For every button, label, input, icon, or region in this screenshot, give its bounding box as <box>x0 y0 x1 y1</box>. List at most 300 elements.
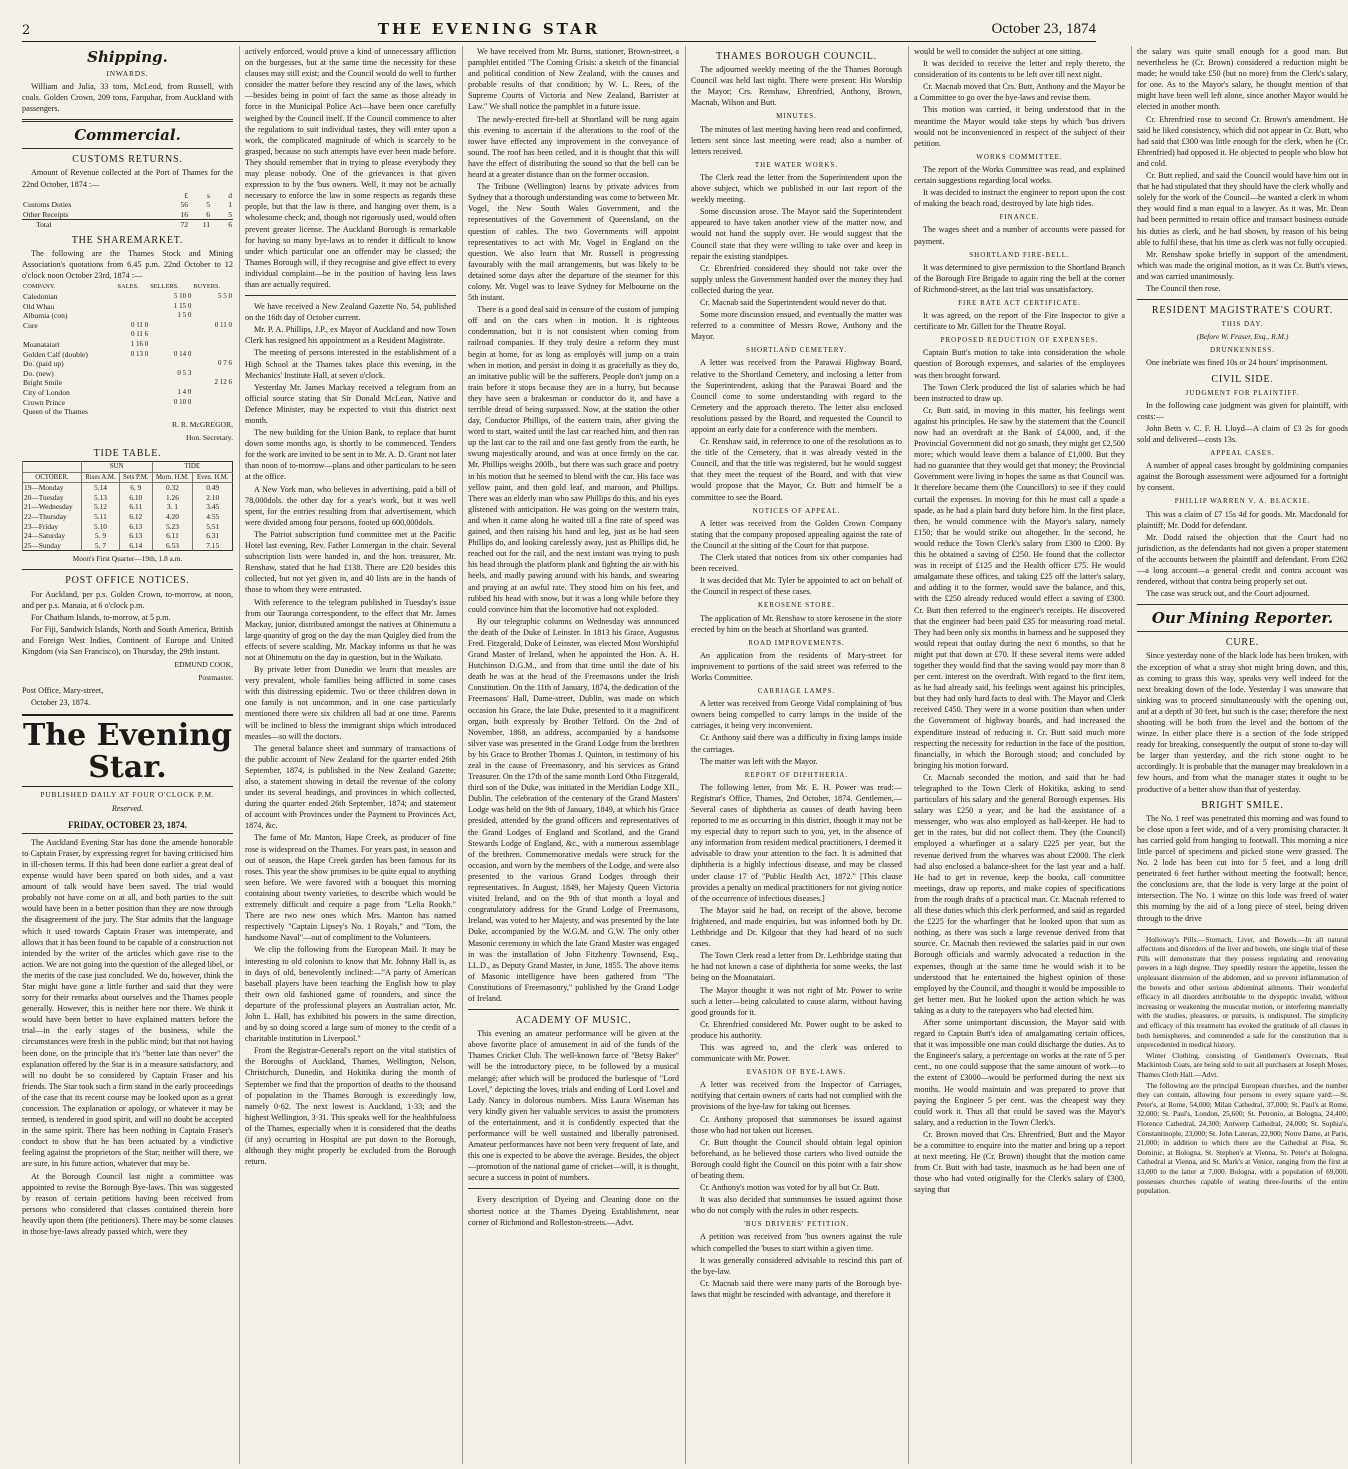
cell: 24—Saturday <box>23 531 82 541</box>
table-row <box>23 531 233 541</box>
column-1 <box>22 46 233 1464</box>
advertisement: The following are the principal European churches, and the number they can contain, allowing four persons to every square yard:—St. Peter's, at Rome, 54,000; Milan Cathedral, 37,000; St. Paul's at Rome, 32,000; St. Paul's, London, 25,600; St. Petronio, at Bologna, 24,400; Florence Cathedral, 24,300; Antwerp Cathedral, 24,000; St. Sophia's, Constantinople, 23,000; St. John Lateran, 22,900; Notre Dame, at Paris, 21,000; in addition to which there are the Cathedral at Pisa, St. Dominic, at Bologna, St. Stephen's at Vienna, St. Peter's at Bologna, Cathedral at Vienna, and St. Mark's at Venice, ranging from the first at 13,000 to the latter at 7,000. Bologna, with a population of 69,000, possesses churches capable of seating three-fourths of the entire population. <box>1137 1080 1348 1196</box>
cell: 5. 7 <box>81 541 119 551</box>
cell: s <box>207 190 210 200</box>
council-paragraph: It was agreed, on the report of the Fire Inspector to give a certificate to Mr. Gillett for the Theatre Royal. <box>914 311 1125 332</box>
table-row <box>22 407 233 417</box>
council-paragraph: Captain Butt's motion to take into consideration the whole question of Borough expenses, and salaries of the employees was then brought forward. <box>914 348 1125 380</box>
subheading: THE WATER WORKS. <box>754 160 839 169</box>
subheading: SHORTLAND FIRE-BELL. <box>969 250 1070 259</box>
cell: 6.13 <box>120 522 152 532</box>
table-row <box>22 369 233 379</box>
council-paragraph: Some discussion arose. The Mayor said the Superintendent appeared to have taken another view of the matter now, and would not hand the supply over. He would suggest that the Council state that they were willing to take over and keep in repair the existing standpipes. <box>691 207 902 261</box>
column-3 <box>462 46 679 1464</box>
cell <box>149 359 192 369</box>
cell: 0 5 3 <box>177 368 192 377</box>
subheading: PROPOSED REDUCTION OF EXPENSES. <box>940 336 1099 345</box>
customs-header <box>22 191 233 201</box>
council-paragraph: The Clerk stated that notices from six other companies had been received. <box>691 553 902 574</box>
cell <box>117 359 150 369</box>
table-row <box>22 200 233 210</box>
table-row <box>22 378 233 388</box>
subheading: PHILLIP WARREN V. A. BLACKIE. <box>1174 497 1311 506</box>
cell: 25—Sunday <box>23 541 82 551</box>
cell: SELLERS. <box>150 283 179 291</box>
post-office-heading: POST OFFICE NOTICES. <box>65 575 190 587</box>
tide-heading: TIDE TABLE. <box>93 447 162 459</box>
editorial-paragraph: At the Borough Council last night a committee was appointed to revise the Borough Bye-laws. This was suggested by reason of certain petitions having been received from persons who considered that classes contained therein bore heavily upon them (the petitioners). There may be some clauses in those bye-laws already passed which, were they <box>22 1171 233 1237</box>
cell <box>149 378 192 388</box>
cell: d <box>228 190 232 200</box>
cure-heading: CURE. <box>1225 637 1260 649</box>
cell: BUYERS. <box>193 283 221 291</box>
article-paragraph: This evening an amateur performance will be given at the above favorite place of amusement in aid of the funds of the Thames Cricket Club. The well-known farce of "Betsy Baker" will be the introductory piece, to be followed by a musical melangé; after which will be produced the burlesque of "Lord Lovel," depicting the loves, trials and ending of Lord Lovel and Lady Nancy in dolorous numbers. Miss Laura Wiseman has very kindly given her valuable services to assist the promoters of the entertainment, and it is confidently expected that the performance will be well sustained and liberally patronised. Amateur performances have not been very frequent of late, and this one is expected to be above the average. Besides, the object—promotion of the national game of cricket—will, it is thought, secure a success in point of numbers. <box>468 1029 679 1183</box>
table-row <box>22 340 233 350</box>
bright-smile-heading: BRIGHT SMILE. <box>1201 799 1284 811</box>
rm-before: (Before W. Fraser, Esq., R.M.) <box>1196 332 1289 342</box>
article-paragraph: The Tribune (Wellington) learns by private advices from Sydney that a thorough understanding was come to between Mr. Vogel, the New South Wales Government, and the representatives of the Government of Queensland, on the question of cables. The two Governments will appoint representatives to act with Mr. Vogel in England on the question. We also learn that Mr. Russell is progressing favourably with the mail arrangements, but was likely to be detained some days after the departure of the steamer for this colony. Mr. Vogel was to leave Sydney for Melbourne on the 5th instant. <box>468 182 679 303</box>
masthead-title: THE EVENING STAR <box>377 20 601 38</box>
cell: 5.51 <box>193 522 233 532</box>
post-signature: EDMUND COOK, <box>174 660 233 670</box>
cell: City of London <box>23 387 70 397</box>
cell: Do. (paid up) <box>23 359 64 369</box>
cell: 5 <box>228 209 232 219</box>
cell <box>149 340 192 350</box>
table-row <box>23 483 233 493</box>
council-paragraph: It was decided that Mr. Tyler be appointed to act on behalf of the Council in respect of these cases. <box>691 576 902 597</box>
cell <box>117 407 150 417</box>
cell <box>117 292 150 302</box>
cell: 0 11 6 <box>130 330 149 339</box>
article-paragraph: We clip the following from the European Mail. It may be interesting to old colonists to know that Mr. Johnny Hall is, as in days of old, benevolently inclined:—"A party of American baseball players have been teaching the English how to play their own old fashioned game of rounders, and since the departure of the professional players an Australian actor, Mr. John L. Hall, has exhibited his powers in the same direction, and by so doing scored a large sum of money to the credit of a charitable institution in Liverpool." <box>245 945 456 1044</box>
cell <box>117 302 150 312</box>
subheading: EVASION OF BYE-LAWS. <box>746 1068 847 1077</box>
article-paragraph: A New York man, who believes in advertising, paid a bill of 78,000dols. the other day for a year's work, but it was well spent, for the entries resulting from that advertisement, which were divided among four persons, footed up 600,000dols. <box>245 484 456 527</box>
cell: 56 <box>180 200 188 210</box>
council-paragraph: The adjourned weekly meeting of the the Thames Borough Council was held last night. There were present: His Worship the Mayor; Crs. Renshaw, Ehrenfried, Anthony, Brown, Macnab, Wilson and Butt. <box>691 65 902 108</box>
court-paragraph: John Betts v. C. F. H. Lloyd—A claim of £3 2s for goods sold and delivered—costs 13s. <box>1137 423 1348 444</box>
page-number: 2 <box>22 23 31 38</box>
cell: 1.26 <box>152 493 193 503</box>
table-row <box>22 398 233 408</box>
cell: 6 <box>206 209 210 219</box>
cell <box>192 407 233 417</box>
cell: SALES. <box>117 283 139 291</box>
advertisement: Every description of Dyeing and Cleaning done on the shortest notice at the Thames Dyeing Establishment, near corner of Richmond and Rolleston-streets.—Advt. <box>468 1195 679 1227</box>
cell: 0 11 0 <box>130 320 149 329</box>
share-header <box>22 282 233 292</box>
council-paragraph: The Town Clerk produced the list of salaries which he had been instructed to draw up. <box>914 382 1125 403</box>
article-paragraph: The fame of Mr. Manton, Hape Creek, as producer of fine rose is widespread on the Thames. For years past, in season and out of season, the Hape Creek garden has been famous for its roses. This year the show promises to be quite equal to anything seen before. We were favored with a bouquet this morning containing about twenty varieties, to describe which would be extremely difficult and require a page from "Lelia Rookh." There are two new ones which Mrs. Manton has named respectively "Captain Lipsey's No. 1 Royals," and "Tom, the handsome Naval"—out of compliment to the Volunteers. <box>245 833 456 943</box>
court-paragraph: Mr. Dodd raised the objection that the Court had no jurisdiction, as the defendants had not given a proper statement of the accounts between the plaintiff and defendant. From £262—a long account—a general credit and contra account was rendered, without that contra being properly set out. <box>1137 532 1348 587</box>
cell: 5 <box>206 200 210 210</box>
council-paragraph: the salary was quite small enough for a good man. But nevertheless he (Cr. Brown) considered a reduction might be made; he would take £50 (but no more) from the Clerk's salary, for one. As to the Mayor's salary, he thought mention of that might have been well left alone, since another Mayor would be elected in another month. <box>1137 47 1348 112</box>
council-paragraph: After some unimportant discussion, the Mayor said with regard to Captain Butt's idea of amalgamating certain offices, that it was impossible one man could discharge the duties. As to the Engineer's salary, a percentage on works at the rate of 5 per cent., no one could suppose that the same amount of work—to the extent of £3000—would be performed during the next six months. He would maintain and was prepared to prove that paying the Engineer 5 per cent. was the cheapest way they could work it. Thus all that could be saved was the Mayor's salary, and a reduction in the Town Clerk's. <box>914 1017 1125 1127</box>
subheading: KEROSENE STORE. <box>757 601 836 610</box>
post-office-address: Post Office, Mary-street, <box>22 686 104 696</box>
cell: 5 10 0 <box>173 292 192 300</box>
table-row <box>22 330 233 340</box>
sharemarket-table <box>22 282 233 416</box>
cell: 11 <box>202 220 210 230</box>
cell: 1 4 0 <box>177 387 192 396</box>
subheading: SHORTLAND CEMETERY. <box>746 346 847 355</box>
editorial-paragraph: The Auckland Evening Star has done the amende honorable to Captain Fraser, by expressing regret for having criticised him in ill-chosen terms. If this had been done earlier a great deal of expense would have been spared on both sides, and a vast amount of talk would have been saved. The trial would probably not have come on at all, and both parties to the suit would have been in a better position than they are now through the disagreement of the jury. The Star admits that the language which it used towards Captain Fraser was intemperate, and allows that it has been found to be capable of a construction not intended by the writer of the articles which gave rise to the action. We are not going into the question of the alleged libel, or the merits of the case just concluded. We do, however, think the Star might have gone a little further and said that they were sorry for their remarks about ourselves and the Thames people generally. However, this is neither here nor there. We think it would have been better to have explained matters before the trial—in the early stages of the business, while the circumstances were fresh in the public mind; but that not having been done, on the principle that it's "better late than never" the explanation offered by the Star is in a measure satisfactory, and will no doubt be so considered by Captain Fraser and his friends. The Star took such a firm stand in the early proceedings of the case that its recent course may be looked upon as a great concession. The explanation or apology, or whatever it may be termed, is tendered in good spirit, and will no doubt be accepted in the same spirit. There has been nothing in Captain Fraser's conduct to show that he has been actuated by a vindictive feeling against the proprietors of the Star; neither will there, we are sure, in his future action, whatever that may be. <box>22 837 233 1169</box>
article-paragraph: There is a good deal said in censure of the custom of jumping off and on the cars when in motion. It is righteous condemnation, but it is not consistent when coming from railroad companies. If they truly desire a reform they must begin at home, for as long as employés will jump on a train when in motion, and persist in doing it as gracefully as they do, an imitative public will be the sufferers. People don't jump on a train before it stops because they are in a hurry, but because they have seen a brakesman or conductor do it, and have a terrible dread of being surpassed. Now, at the station the other day, Conductor Phillips, of the eastern train, after giving the word to start, waited until the last car reached him, and then ran up the last car to the rail and one fast gently from the earth, he swung majestically around, and was at once firmly on the car. Mr. Phillips weighs 200lb., but there was such grace and poetry in his motion that he seemed to blend with the car. His face was yellow paint, and then gold leaf, and maroon, and Phillips. There was an elderly man who saw Phillips do this, and his eyes glistened with anticipation. He was going on the western train, and when it came along he waited till a fine rate of speed was gained, and then raising his hand and leg, just as he had seen Phillips do, and looking carelessly away, just as Phillips did, he reached out for the rail, and the next instant was trying to push his head through the platform plank and fighting the air with his heels, and madly pawing around with his hands, and swearing and praying at an awful rate. They stood him on his feet, and rubbed his head with snow, but it was a long while before they could convince him that the locomotive had not exploded. <box>468 305 679 614</box>
council-paragraph: A letter was received from the Inspector of Carriages, notifying that certain owners of carts had not complied with the provisions of the bye-law for taking out licenses. <box>691 1080 902 1112</box>
council-paragraph: Cr. Anthony said there was a difficulty in fixing lamps inside the carriages. <box>691 733 902 754</box>
column-5 <box>908 46 1125 1464</box>
subheading: FINANCE. <box>999 213 1040 222</box>
cell: 23—Friday <box>23 522 82 532</box>
council-paragraph: Cr. Butt thought the Council should obtain legal opinion beforehand, as he believed those carters who lived outside the Borough could fight the Council on this point with a fair show of beating them. <box>691 1137 902 1180</box>
cell: 0 13 0 <box>130 349 149 358</box>
table-row <box>23 541 233 551</box>
subheading: JUDGMENT FOR PLAINTIFF. <box>1185 388 1300 397</box>
council-paragraph: Cr. Anthony's motion was voted for by all but Cr. Butt. <box>700 1183 880 1193</box>
cell <box>117 388 150 398</box>
share-signature: R. R. McGREGOR, <box>172 419 233 429</box>
moon-line: Moon's First Quarter—19th, 1.8 a.m. <box>72 554 183 564</box>
council-paragraph: Cr. Ehrenfried considered Mr. Power ought to be asked to produce his authority. <box>691 1019 902 1040</box>
cell: 5.14 <box>81 483 119 493</box>
cell: Cure <box>23 320 38 330</box>
article-paragraph: We have received a New Zealand Gazette No. 54, published on the 16th day of October current. <box>245 302 456 323</box>
advertisement: Holloway's Pills.—Stomach, Liver, and Bowels.—In all natural affections and disorders of the liver and bowels, one single trial of these Pills will demonstrate that they possess regulating and renovating powers in a high degree. They speedily restore the appetite, lessen the unpleasant distension of the abdomen, and so prevent inflammation of the bowels and other serious abdominal ailments. Their wonderful efficacy in all disorders attributable to the dyspeptic invalid, without increasing or weakening the muscular motion, or interfering materially with the studies, pleasures, or pursuits, is undisputed. The simplicity and efficacy of this treatment has evoked the gratitude of all classes in both hemispheres, and commended a safe for the constitution that is unprecedented in medical history. <box>1137 934 1348 1050</box>
cell: Moanataiari <box>23 339 60 349</box>
council-paragraph: The report of the Works Committee was read, and explained certain suggestions regarding local works. <box>914 164 1125 186</box>
table-row <box>22 302 233 312</box>
cell <box>149 330 192 340</box>
tide-table <box>22 461 233 551</box>
council-paragraph: An application from the residents of Mary-street for improvement to portions of the said street was referred to the Works Committee. <box>691 650 902 682</box>
cell <box>117 311 150 321</box>
cell: 6.13 <box>120 531 152 541</box>
cell <box>149 407 192 417</box>
reserved-line: Reserved. <box>111 803 144 813</box>
court-paragraph: One inebriate was fined 10s or 24 hours' imprisonment. <box>1146 358 1328 368</box>
council-paragraph: Mr. Renshaw spoke briefly in support of the amendment, which was made the original motion, as it was Cr. Butt's views, and was carried unanimously. <box>1137 249 1348 281</box>
table-row <box>23 493 233 503</box>
inwards-text: William and Julia, 33 tons, McLeod, from Russell, with coals. Golden Crown, 209 tons, Farquhar, from Auckland with passengers. <box>22 82 233 114</box>
mining-paragraph: The No. 1 reef was penetrated this morning and was found to be close upon a feet wide, and of a very promising character. It has carried gold from hanging to footwall. This morning a nice little parcel of specimens and picked stone were grassed. The No. 2 lode has been cut into for 5 feet, and a long drill penetrated 6 feet further without meeting the footwall; hence, the conclusions are, that the lode is very large at the point of intersection. The No. 1 winze on this lode was freed of water this morning by the aid of a long piece of steel, being driven through to the drive <box>1137 813 1348 923</box>
council-paragraph: Some more discussion ensued, and eventually the matter was referred to a committee of Messrs Rowe, Anthony and the Mayor. <box>691 310 902 342</box>
article-paragraph: By our telegraphic columns on Wednesday was announced the death of the Duke of Leinster. In 1813 his Grace, Augustus Fred. Fitzgerald, Duke of Leinster, was elected Most Worshipful Grand Master of Ireland, when he appointed the Hon. A. H. Hutchinson D.G.M., and from that time until the date of his death he was at the head of the Freemasons under the Irish Constitution. On the 11th of January, 1874, the dedication of the Freemasons' Hall, Dame-street, Dublin, was made on which occasion his Grace, the late Duke, presented to it a magnificent organ, built expressly by Brother Telford. On the 2nd of November, 1868, an address, accompanied by a handsome silver vase was presented in the Grand Lodge from the brethren by his Grace to Brother Thomas J. Quinton, in testimony of his zeal in the cause of Freemasonry, and his services as Grand Treasurer. On the 17th of the same month Lord Otho Fitzgerald, third son of the Duke, was initiated in the Meridian Lodge XII., Dublin. The celebration of the centenary of the Grand Masters' Lodge was held on the 9th of January, 1849, at which his Grace presided, attended by the grand officers and representatives of the Grand Lodges of England and Scotland, and the Grand Stewards Lodge of England, &c., with a numerous assemblage of the brethren. Commemorative medals were struck for the occasion, and worn by the members of the Lodge, and were also presented to the various Grand Lodges through their representatives. In August, 1849, her Majesty Queen Victoria visited Ireland, and on the 9th of that month a loyal and congratulatory address for the Grand Lodge of Freemasons, Ireland, was voted to her Majesty, and was presented by the late Duke, accompanied by the W.G.M. and G.W. The only other Masonic ceremony in which the late Grand Master was engaged in was the installation of John Fitzhenry Townsend, Esq., LL.D., as Deputy Grand Master, in June, 1855. The above items of Masonic intelligence have been gathered from "The Constitutions of Freemasonry," published by the Grand Lodge of Ireland. <box>468 616 680 1003</box>
cell <box>192 311 233 321</box>
inwards-label: INWARDS. <box>106 69 149 78</box>
cell <box>192 302 233 312</box>
share-signature-title: Hon. Secretary. <box>186 432 233 442</box>
subheading: CARRIAGE LAMPS. <box>757 687 836 696</box>
subheading: NOTICES OF APPEAL. <box>752 506 841 515</box>
article-paragraph: actively enforced, would prove a kind of unnecessary affliction on the burgesses, but at the same time the necessity for these clauses may still exist; and the Council would do well to further consider the matter before they rescind any of the laws, which—besides being in point of fact the same as those already in force in the Municipal Police Act—have been once carefully weighed by the Council itself. If the Council commence to alter the regulations to suit individual tastes, they will enter upon a work, the complicated magnitude of which is scarcely to be grasped, because no such attempts have ever been made before. They should remember that in trying to please everybody they may please nobody. One of the grievances is that given expression to by the 'bus owners. Well, it may not be actually necessary to enforce the law in some respects as regards these people, but that the law is there, and hanging over them, is a wholesome check; and, though not rigorously used, would often prevent greater license. The Auckland Borough is remarkable for having so many bye-laws as to render it difficult to know under which particular one an offender may be classed; the Thames Borough will, if they recognise and give effect to every individual complaint—be in the position of having less laws than are actually required. <box>245 47 456 289</box>
council-paragraph: It was also decided that summonses be issued against those who do not comply with the rules in other respects. <box>691 1195 902 1216</box>
cell: 1 <box>228 200 232 210</box>
cell: Even. H.M. <box>193 472 233 483</box>
council-paragraph: The minutes of last meeting having been read and confirmed, letters sent since last meeting were read; also a number of letters received. <box>691 124 902 156</box>
evening-star-nameplate: The Evening Star. <box>22 714 233 787</box>
council-paragraph: This was agreed to, and the clerk was ordered to communicate with Mr. Power. <box>691 1042 902 1064</box>
council-paragraph: Cr. Ehrenfried rose to second Cr. Brown's amendment. He said he liked consistency, which did not appear in Cr. Butt, who had said that £300 was little enough for the clerk, when he (Cr. Ehrenfried) had opposed it. He objected to people who blow hot and cold. <box>1137 114 1348 168</box>
cell <box>192 369 233 379</box>
council-paragraph: A letter was received from the Parawai Highway Board, relative to the Shortland Cemetery, and inclosing a letter from the Superintendent, asking that the Parawai Board and the Council come to some understanding with regard to the Cemetery and the approach thereto. The letter also enclosed resolutions passed by the Board, and requested the Council to appoint an early date for a conference with the members. <box>691 358 902 434</box>
subheading: 'BUS DRIVERS' PETITION. <box>743 1220 850 1229</box>
council-paragraph: Cr. Brown moved that Crs. Ehrenfried, Butt and the Mayor be a committee to enquire into the matter and bring up a report at next meeting. He (Cr. Brown) thought that the motion came from Cr. Butt with bad taste, inasmuch as he had been one of those who had voted originally for the Clerk's salary of £300, saying that <box>914 1129 1125 1195</box>
divider <box>468 1009 679 1010</box>
cell: 1 15 0 <box>173 301 192 310</box>
cell <box>117 378 150 388</box>
cell: 6.14 <box>120 541 152 551</box>
subheading: REPORT OF DIPHTHERIA. <box>744 770 849 779</box>
sharemarket-intro: The following are the Thames Stock and Mining Association's quotations from 6.45 p.m. 22nd October to 12 o'clock noon October 23rd, 1874 :— <box>22 249 233 281</box>
council-paragraph: Cr. Ehrenfried considered they should not take over the supply unless the Government handed over the money they had collected during the year. <box>691 263 902 295</box>
table-row <box>23 502 233 512</box>
academy-heading: ACADEMY OF MUSIC. <box>515 1015 632 1027</box>
cell: Bright Smile <box>23 378 63 388</box>
cell: Crown Prince <box>23 397 65 407</box>
cell: 6.10 <box>120 493 152 503</box>
cell: £ <box>184 190 188 200</box>
customs-intro: Amount of Revenue collected at the Port of Thames for the 22nd October, 1874 :— <box>22 168 233 189</box>
cell: 22—Thursday <box>23 512 82 522</box>
subheading: WORKS COMMITTEE. <box>976 152 1063 161</box>
divider <box>468 1188 679 1189</box>
table-row <box>22 388 233 398</box>
council-paragraph: The application of Mr. Renshaw to store kerosene in the store erected by him on the beach at Shortland was granted. <box>691 613 902 634</box>
divider <box>245 295 456 296</box>
tide-group-row <box>23 462 233 473</box>
divider <box>1137 299 1348 300</box>
cell: 0.32 <box>152 483 193 493</box>
cell: Other Receipts <box>23 209 69 219</box>
article-paragraph: The meeting of persons interested in the establishment of a High School at the Thames takes place this evening, in the Mechanics' Institute Hall, at seven o'clock. <box>245 348 456 380</box>
council-paragraph: This motion was carried, it being understood that in the meantime the Mayor would take steps by which 'bus drivers would not be inconvenienced in respect of the subject of their petition. <box>914 105 1125 148</box>
cell: 6.53 <box>152 541 193 551</box>
divider <box>22 119 233 122</box>
cell: 5.10 <box>81 522 119 532</box>
post-office-date: October 23, 1874. <box>31 698 91 708</box>
council-paragraph: Cr. Renshaw said, in reference to one of the resolutions as to the title of the Cemetery, that it was already vested in the Council, and that the title was registered, but he would suggest that they meet the request of the Board, and with that view would propose that the Mayor, Cr. Butt and himself be a committee to see the Board. <box>691 437 902 502</box>
cell: Total <box>36 220 52 230</box>
council-paragraph: A letter was received from the Golden Crown Company stating that the company proposed appealing against the rate of the Council at the sitting of the Court for that purpose. <box>691 518 902 550</box>
article-paragraph: The Patriot subscription fund committee met at the Pacific Hotel last evening, Rev. Father Lonnergan in the chair. Several subscription lists were handed in, and the hon. treasurer, Mr. Renshaw, stated that he had £138. There are £20 besides this collected, but not yet given in, and 40 lists are in the hands of those to whom they were entrusted. <box>245 529 456 595</box>
table-row <box>23 522 233 532</box>
council-paragraph: Cr. Macnab said there were many parts of the Borough bye-laws that might be rescinded with advantage, and therefore it <box>691 1278 902 1299</box>
cell: OCTOBER. <box>23 472 82 483</box>
cell: 0 10 0 <box>173 397 192 406</box>
cell: 21—Wednesday <box>23 502 82 512</box>
cell: 0.49 <box>193 483 233 493</box>
council-paragraph: It was generally considered advisable to rescind this part of the bye-law. <box>691 1255 902 1276</box>
article-paragraph: We have received from Mr. Burns, stationer, Brown-street, a pamphlet entitled "The Coming Crisis: a sketch of the financial and political condition of New Zealand, with the causes and probable results of that condition; by W. L. Rees, of the Supreme Courts of Victoria and New Zealand, Barrister at Law." We shall notice the pamphlet in a future issue. <box>468 47 679 112</box>
column-4 <box>685 46 902 1464</box>
cell: 5.11 <box>81 512 119 522</box>
cell: 2 12 6 <box>214 378 232 387</box>
table-row <box>22 359 233 369</box>
cell: Queen of the Thames <box>23 407 89 417</box>
council-heading: THAMES BOROUGH COUNCIL. <box>716 51 877 62</box>
article-paragraph: From the Registrar-General's report on the vital statistics of the Boroughs of Auckland, Thames, Wellington, Nelson, Christchurch, Dunedin, and Hokitika during the month of September we find that the proportion of deaths to the thousand of population in the Thames Borough is exceedingly low, namely 0·62. The next lowest is Auckland, 1·33; and the highest Wellington, 3·31. This speaks well for the healthfulness of the Thames, especially when it is considered that the deaths (if any) occurring in Hospital are put down to the Borough, although they might properly be excluded from the Borough return. <box>245 1046 456 1167</box>
council-paragraph: A letter was received from George Vidal complaining of 'bus owners being compelled to carry lamps in the inside of the carriages, it being very inconvenient. <box>691 699 902 731</box>
article-paragraph: The new building for the Union Bank, to replace that burnt down some months ago, is shortly to be commenced. Tenders for the work are invited to be sent in to Mr. A. D. Grant not later than noon of to-morrow—plans and other particulars to be seen at the office. <box>245 428 456 482</box>
cell: 5.12 <box>81 502 119 512</box>
civil-heading: CIVIL SIDE. <box>1211 373 1274 385</box>
cell: 6.11 <box>120 502 152 512</box>
cell: 1 5 0 <box>177 311 192 320</box>
cell: Customs Duties <box>23 200 72 210</box>
customs-heading: CUSTOMS RETURNS. <box>72 154 183 166</box>
cell: 6.11 <box>152 531 193 541</box>
sharemarket-heading: THE SHAREMARKET. <box>71 235 184 247</box>
divider <box>1137 929 1348 930</box>
council-paragraph: The Mayor said he had, on receipt of the above, become frightened, and made enquiries, but was informed both by Dr. Lethbridge and Dr. Kilgour that they had heard of no such cases. <box>691 905 902 949</box>
cell: 20—Tuesday <box>23 493 82 503</box>
council-paragraph: Cr. Butt replied, and said the Council would have him out in that he had stipulated that they should have the clerk wholly and solely for the work of the Council—he wanted a clerk in whom they would find a man equal to a lawyer. As it was, Mr. Dean had been permitted to retain office and transact business outside his duties as clerk, and he had shown, by reason of his being able to fulfil these, that his time as clerk was not fully occupied. <box>1137 171 1348 247</box>
columns <box>22 46 1348 1464</box>
post-text: For Fiji, Sandwich Islands, North and South America, British and Foreign West Indies, Continent of Europe and United Kingdom (via San Francisco), on Thursday, the 29th instant. <box>22 624 233 656</box>
article-paragraph: The newly-erected fire-bell at Shortland will be rung again this evening to ascertain if the alterations to the roof of the tower have effected any improvement in the conveyance of sound. The roof has been ceiled, and it is thought that this will have the effect of distributing the sound so that the bell can be heard at a greater distance than on the former occasion. <box>468 114 679 180</box>
council-paragraph: It was decided to receive the letter and reply thereto, the consideration of its contents to be left over till next night. <box>914 59 1125 80</box>
council-paragraph: Cr. Macnab said the Superintendent would never do that. <box>700 297 887 307</box>
cell: Old Whau <box>23 301 55 311</box>
article-paragraph: The general balance sheet and summary of transactions of the public account of New Zealand for the quarter ended 26th September, 1874, is published in the New Zealand Gazette; also, a statement showing in detail the revenue of the colony under its several headings, and provinces in which collected, during the quarter ended 26th September, 1874; and statement of account with Provinces under the Payment to Provinces Act, 1874, &c. <box>245 743 456 831</box>
council-paragraph: A petition was received from 'bus owners against the rule which compelled the 'buses to start within a given time. <box>691 1232 902 1253</box>
table-row <box>23 512 233 522</box>
editorial-date: FRIDAY, OCTOBER 23, 1874. <box>22 820 233 834</box>
advertisement: Winter Clothing, consisting of Gentlemen's Overcoats, Real Mackintosh Coats, are being sold to suit all purchasers at Joseph Moses, Thames Cloth Hall.—Advt. <box>1137 1050 1348 1079</box>
post-text: For Auckland, per p.s. Golden Crown, to-morrow, at noon, and per p.s. Manaia, at 6 o'clock p.m. <box>22 589 233 610</box>
table-row <box>22 220 233 230</box>
cell: Do. (new) <box>23 368 54 378</box>
column-6 <box>1131 46 1348 1464</box>
council-paragraph: It was determined to give permission to the Shortland Branch of the Borough Fire Brigade to again ring the bell at the corner of Richmond-street, as the last trial was unsatisfactory. <box>914 262 1125 294</box>
cell <box>192 388 233 398</box>
council-paragraph: The matter was left with the Mayor. <box>700 756 818 766</box>
cell: 0 11 0 <box>214 320 232 329</box>
cell: COMPANY. <box>23 283 56 291</box>
table-row <box>22 321 233 331</box>
cell: 5.23 <box>152 522 193 532</box>
article-paragraph: By private letter from Dunedin we learn that measles are very prevalent, whole families being afflicted in some cases with this distressing epidemic. Two or three children down in one family is not uncommon, and in one case particularly mentioned there were six children all bad at one time. Parents will be inclined to bless the immigrant ships which introduced measles—so will the doctors. <box>245 665 456 741</box>
table-row <box>22 311 233 321</box>
table-row <box>22 292 233 302</box>
column-2 <box>239 46 456 1464</box>
cell: Golden Calf (double) <box>23 349 88 359</box>
divider <box>1137 604 1348 605</box>
divider <box>1137 631 1348 632</box>
cell <box>192 330 233 340</box>
council-paragraph: would be well to consider the subject at one sitting. <box>914 47 1083 56</box>
divider <box>22 569 233 570</box>
divider <box>22 148 233 149</box>
cell: 3. 1 <box>152 502 193 512</box>
cell <box>117 369 150 379</box>
cell <box>149 321 192 331</box>
cell <box>22 330 117 340</box>
article-paragraph: Yesterday Mr. James Mackay received a telegram from an official source stating that Sir Donald McLean, Native and Defence Minister, may be expected to visit this district next month. <box>245 382 456 425</box>
commercial-heading: Commercial. <box>74 126 181 145</box>
rm-court-heading: RESIDENT MAGISTRATE'S COURT. <box>1151 305 1334 317</box>
cell <box>117 398 150 408</box>
article-paragraph: With reference to the telegram published in Tuesday's issue from our Tauranga correspondent, to the effect that Mr. James Mackay, junior, distributed amongst the natives at Ohinemutu a large quantity of grog on the day the man Quigley died from the effects of severe scalding, Mr. Mackay informs us that he was not at Ohinemutu on the day in question, but in the Waikato. <box>245 597 456 662</box>
subheading: ROAD IMPROVEMENTS. <box>748 638 845 647</box>
cell <box>192 340 233 350</box>
council-paragraph: Cr. Anthony proposed that summonses be issued against those who had not taken out licenses. <box>691 1114 902 1135</box>
table-row <box>22 210 233 220</box>
cell: 6. 9 <box>120 483 152 493</box>
article-paragraph: Mr. P. A. Phillips, J.P., ex Mayor of Auckland and now Town Clerk has resigned his appointment as a Resident Magistrate. <box>245 325 456 346</box>
subheading: FIRE RATE ACT CERTIFICATE. <box>958 298 1081 307</box>
post-signature-title: Postmaster. <box>198 673 233 683</box>
masthead-date: October 23, 1874 <box>991 21 1096 37</box>
subheading: MINUTES. <box>776 112 817 121</box>
cell: Morn. H.M. <box>152 472 193 483</box>
published-line: PUBLISHED DAILY AT FOUR O'CLOCK P.M. <box>40 790 215 800</box>
cell: 6.31 <box>193 531 233 541</box>
masthead <box>22 14 1096 42</box>
cell: 5 5 0 <box>218 292 232 300</box>
cell: 7.15 <box>193 541 233 551</box>
council-paragraph: It was decided to instruct the engineer to report upon the cost of making the beach road, destroyed by late high tides. <box>914 188 1125 209</box>
cell: 6 <box>228 220 232 230</box>
mining-reporter-heading: Our Mining Reporter. <box>1151 609 1334 628</box>
cell: SUN <box>81 462 152 473</box>
cell: Sets P.M. <box>120 472 152 483</box>
council-paragraph: The Town Clerk read a letter from Dr. Lethbridge stating that he had not known a case of diphtheria for some weeks, the last being on the Moanataiari. <box>691 951 902 983</box>
council-paragraph: Cr. Macnab moved that Crs. Butt, Anthony and the Mayor be a Committee to go over the bye-laws and revise them. <box>914 82 1125 103</box>
cell <box>192 350 233 360</box>
cell: 1 16 0 <box>130 339 149 348</box>
cell: 0 7 6 <box>218 359 232 368</box>
tide-header <box>23 472 233 483</box>
council-paragraph: Cr. Butt said, in moving in this matter, his feelings went against his principles. He saw by the statement that the Council now had an overdraft at the Bank of £4,000, and, if the Provincial Government did not go smash, they might get £2,500 more; which would leave them a balance of £1,000. But they had no guarantee that they would get that money; the Provincial Government were living in hopes the same as that Council was. It therefore became them (the Councillors) to see if they could curtail the expenses. In moving for this he must call a spade a spade, as he had a plain hard duty before him. In the first place, then, he would commence with the Mayor's salary, namely £150; that he would strike out altogether. In the second, he would reduce the Town Clerk's salary from £300 to £200. By this he obtained a saving of £250. He found that the collector was in receipt of £125 and the Health officer £75. He would amalgamate these offices, and taking £25 off the latter's salary, and adding it to the former, would save the balance, and this, with the £250 already reduced would effect a saving of £300. Cr. Butt then referred to the engineer's receipts. He discovered that the engineer had been paid £35 for measuring road metal. They had been only six months in harness and he supposed they would repeat that outlay during the next 6 months, so that he might put that down at £70. If these several items were added together they would find that the saving would pay more than 8 per cent. interest on the overdraft. With regard to the first item, as he had already said, his feelings went against his principles, but they had only hard facts to deal with. The Mayor and Clerk received £450. They were in a worse position than when under the Government of highway boards, and had increased the expenditure instead of reducing it. Cr. Butt said much more respecting the necessity for reduction in the face of the position, financially, in which the Borough stood; and concluded by bringing his motion forward. <box>914 405 1125 770</box>
cell: 16 <box>180 209 188 219</box>
cell: Albumia (con) <box>23 311 68 321</box>
council-paragraph: The following letter, from Mr. E. H. Power was read:—Registrar's Office, Thames, 2nd October, 1874. Gentlemen,—Several cases of diphtheria as causes of death having been reported to me as occurring in this district, though it may not be my especial duty to report such to you, yet, in the absence of any information from resident medical practitioners, I deemed it advisable to draw your attention to the fact. It is admitted that diphtheria is a highly infectious disease, and may be classed under clause 17 of "Public Health Act, 1872." [This clause provides a penalty on medical practitioners for not giving notice of the occurrence of infectious diseases.] <box>691 782 902 903</box>
table-row <box>22 350 233 360</box>
cell: Rises A.M. <box>81 472 119 483</box>
mining-paragraph: Since yesterday none of the black lode has been broken, with the exception of what a stray shot might bring down, and this, as coming to grass this way, speaks very well indeed for the next breaking down of the lode. Yesterday I was unaware that sinking was to proceed simultaneously with the opening out, and at a depth of 30 feet, but such is the case; therefore the next shooting will be both from the level and the bottom of the winze. In either place there is a section of the lode stripped ready for breaking, consequently the output of stone to-day will be larger than yesterday, and the rich stone ought to be accordingly. It is probable that the manager may breakdown in a few hours, and from what the manager states it ought to be productive of a better show than that of yesterday. <box>1137 651 1348 794</box>
cell: 3.45 <box>193 502 233 512</box>
post-text: For Chatham Islands, to-morrow, at 5 p.m. <box>31 612 171 622</box>
subheading: THIS DAY. <box>1221 320 1264 329</box>
cell <box>192 398 233 408</box>
shipping-heading: Shipping. <box>87 48 168 66</box>
council-paragraph: The wages sheet and a number of accounts were passed for payment. <box>914 225 1125 246</box>
court-paragraph: The case was struck out, and the Court adjourned. <box>1146 589 1310 599</box>
cell: Caledonian <box>23 292 58 301</box>
council-paragraph: The Mayor thought it was not right of Mr. Power to write such a letter—being calculated to cause alarm, without having good grounds for it. <box>691 985 902 1017</box>
cell: 6.12 <box>120 512 152 522</box>
council-paragraph: The Clerk read the letter from the Superintendent upon the above subject, which we published in our last report of the weekly meeting. <box>691 172 902 205</box>
council-paragraph: Cr. Macnab seconded the motion, and said that he had telegraphed to the Town Clerk of Hokitika, asking to send particulars of his salary and the general Borough expenses. His salary was £250 a year, and he had the assistance of a messenger, who was also employed as hall-keeper. He had to get in the rates, but did not collect them. They (the Council) employed a wharfinger at a salary £225 per year, but the revenue derived from the wharves was about £2000. The clerk had also enclosed a balance-sheet for the last year and a half. He had to get in revenue, keep the books, call committee meetings, draw up reports, and make copies of specifications from the rough drafts of a practical man. Cr. Macnab referred to all these duties which this clerk performed, and said as regarded the £225 for the wharfinger that he looked upon that sum as nothing, as there was such a large revenue derived from that source. Cr. Macnab then reviewed the salaries paid in our own Borough officials and warmly advocated a reduction in the expenses, though at the same time he would wish it to be understood that he entertained the highest opinion of those employed by the Council, and thought it would be impossible to get better men. But he looked upon the action which he was taking as a duty to the ratepayers who had elected him. <box>914 772 1125 1015</box>
cell: 19—Monday <box>23 483 82 493</box>
customs-table <box>22 191 233 230</box>
council-paragraph: The Council then rose. <box>1146 283 1221 293</box>
subheading: APPEAL CASES. <box>1210 449 1275 458</box>
cell: 5. 9 <box>81 531 119 541</box>
cell: 4.55 <box>193 512 233 522</box>
cell: 2.10 <box>193 493 233 503</box>
court-paragraph: This was a claim of £7 15s 4d for goods. Mr. Macdonald for plaintiff; Mr. Dodd for defendant. <box>1137 509 1348 530</box>
cell: 5.13 <box>81 493 119 503</box>
subheading: DRUNKENNESS. <box>1209 346 1276 355</box>
cell: 72 <box>180 220 188 230</box>
court-paragraph: A number of appeal cases brought by goldmining companies against the Borough assessment were adjourned for a fortnight by consent. <box>1137 461 1348 493</box>
cell: 4.20 <box>152 512 193 522</box>
cell: 0 14 0 <box>173 349 192 358</box>
